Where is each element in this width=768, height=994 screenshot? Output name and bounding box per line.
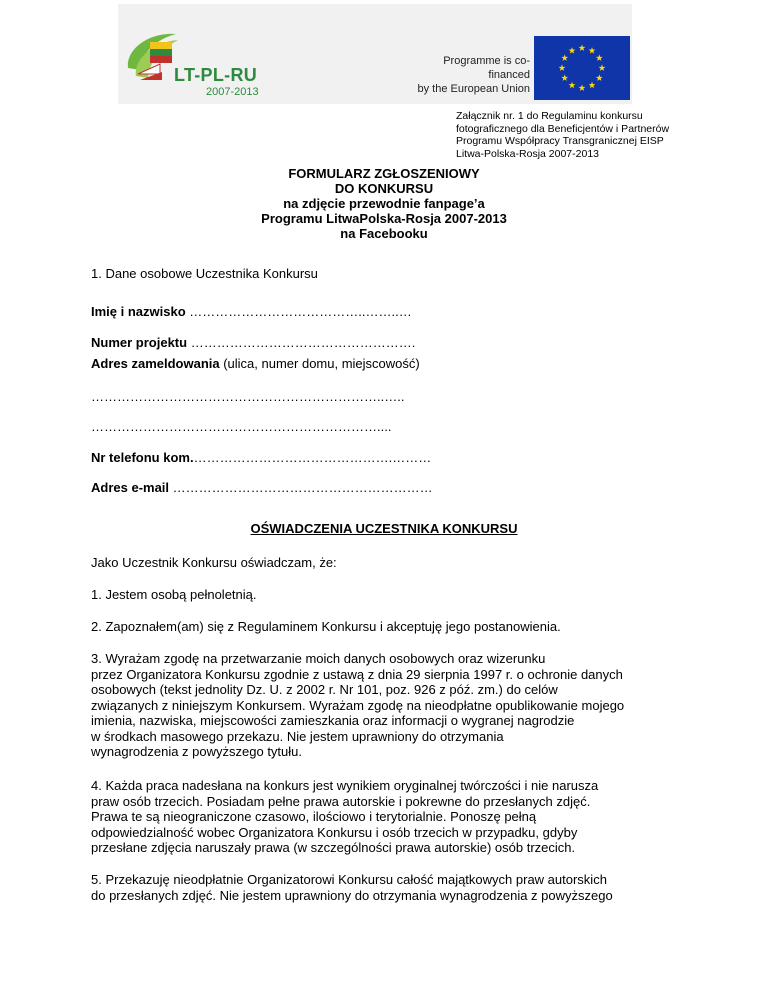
annex-line: Litwa-Polska-Rosja 2007-2013 (456, 147, 599, 160)
title-line: DO KONKURSU (334, 181, 434, 196)
declaration-3-line: 3. Wyrażam zgodę na przetwarzanie moich danych osobowych oraz wizerunku (91, 651, 546, 666)
name-field[interactable] (91, 304, 412, 319)
eu-star-icon (569, 82, 576, 89)
eu-star-icon (569, 47, 576, 54)
eu-flag-icon (534, 36, 630, 100)
declaration-3-line: imienia, nazwiska, miejscowości zamieszkania oraz informacji o wygranej nagrodzie (91, 713, 575, 728)
declaration-5-line: do przesłanych zdjęć. Nie jestem uprawniony do otrzymania wynagrodzenia z powyższego (91, 887, 613, 903)
phone-label: Nr telefonu kom. (91, 450, 194, 465)
declaration-4-line: Prawa te są nieograniczone czasowo, ilościowo i terytorialnie. Ponoszę pełną (91, 809, 537, 824)
eu-star-icon (589, 82, 596, 89)
declaration-2: 2. Zapoznałem(am) się z Regulaminem Konkursu i akceptuję jego postanowienia. (91, 619, 561, 634)
logo-years: 2007-2013 (206, 86, 259, 98)
email-field[interactable] (91, 480, 433, 495)
declaration-5 (91, 872, 691, 903)
email-label: Adres e-mail (91, 480, 170, 495)
eu-star-icon (599, 64, 606, 71)
annex-line: fotograficznego dla Beneficjentów i Partnerów (456, 122, 670, 135)
declaration-4-line: przesłane zdjęcia naruszały prawa (w szczególności prawa autorskie) osób trzecich. (91, 840, 576, 855)
declaration-3-line: związanych z niniejszym Konkursem. Wyrażam zgodę na nieodpłatne opublikowanie mojego (91, 697, 625, 713)
section1-heading: 1. Dane osobowe Uczestnika Konkursu (91, 266, 318, 281)
project-label: Numer projektu (91, 335, 188, 350)
declaration-4-line: praw osób trzecich. Posiadam pełne prawa autorskie i pokrewne do przesłanych zdjęć. (91, 793, 591, 809)
program-logo (120, 28, 300, 102)
eu-star-icon (579, 44, 586, 51)
eu-star-icon (596, 54, 603, 61)
eu-star-icon (596, 74, 603, 81)
eu-star-icon (561, 54, 568, 61)
address-line-2[interactable]: ………………………………………………………….... (91, 419, 392, 434)
address-line-1[interactable]: …………………………………………………………..….. (91, 389, 405, 404)
declaration-4 (91, 778, 691, 856)
title-line: FORMULARZ ZGŁOSZENIOWY (288, 166, 480, 181)
title-line: na Facebooku (340, 226, 428, 241)
eu-star-icon (579, 84, 586, 91)
cofinance-line: by the European Union (417, 83, 530, 95)
cofinance-line: Programme is co-financed (443, 55, 530, 81)
declaration-4-line: odpowiedzialność wobec Organizatora Konkursu i osób trzecich w przypadku, gdyby (91, 824, 578, 840)
declarations-heading: OŚWIADCZENIA UCZESTNIKA KONKURSU (250, 521, 518, 536)
declaration-3 (91, 651, 691, 760)
declaration-4-line: 4. Każda praca nadesłana na konkurs jest wynikiem oryginalnej twórczości i nie narusza (91, 778, 599, 793)
cofinance-note (402, 54, 530, 96)
eu-star-icon (559, 64, 566, 71)
annex-note (456, 110, 686, 160)
eu-star-icon (561, 74, 568, 81)
annex-line: Programu Współpracy Transgranicznej EISP (456, 135, 664, 147)
address-label: Adres zameldowania (91, 356, 220, 371)
declaration-5-line: 5. Przekazuję nieodpłatnie Organizatorowi Konkursu całość majątkowych praw autorskich (91, 872, 607, 887)
phone-field[interactable] (91, 450, 431, 465)
title-line: na zdjęcie przewodnie fanpage’a (283, 196, 485, 211)
name-label: Imię i nazwisko (91, 304, 186, 319)
annex-line: Załącznik nr. 1 do Regulaminu konkursu (456, 110, 643, 122)
declaration-3-line: przez Organizatora Konkursu zgodnie z ustawą z dnia 29 sierpnia 1997 r. o ochronie danych (91, 666, 623, 682)
declaration-3-line: w środkach masowego przekazu. Nie jestem uprawniony do otrzymania (91, 728, 504, 744)
title-line: Programu LitwaPolska-Rosja 2007-2013 (261, 211, 507, 226)
address-hint: (ulica, numer domu, miejscowość) (219, 356, 420, 371)
eu-stars (534, 36, 630, 100)
form-title (0, 166, 768, 241)
logo-text: LT-PL-RU (174, 65, 258, 85)
declarations-intro: Jako Uczestnik Konkursu oświadczam, że: (91, 555, 337, 570)
project-field[interactable] (91, 335, 415, 350)
address-heading (91, 356, 420, 371)
project-dots: ……………………………………………. (190, 335, 416, 350)
declaration-1: 1. Jestem osobą pełnoletnią. (91, 587, 257, 602)
declaration-3-line: osobowych (tekst jednolity Dz. U. z 2002 r. Nr 101, poz. 926 z póź. zm.) do celów (91, 682, 558, 697)
eu-star-icon (589, 47, 596, 54)
phone-dots: ……………………………………….……… (193, 450, 432, 465)
name-dots: …………………………………..……..… (189, 304, 412, 319)
declaration-3-line: wynagrodzenia z powyższego tytułu. (91, 744, 303, 759)
email-dots: …………………………………………………… (172, 480, 433, 495)
